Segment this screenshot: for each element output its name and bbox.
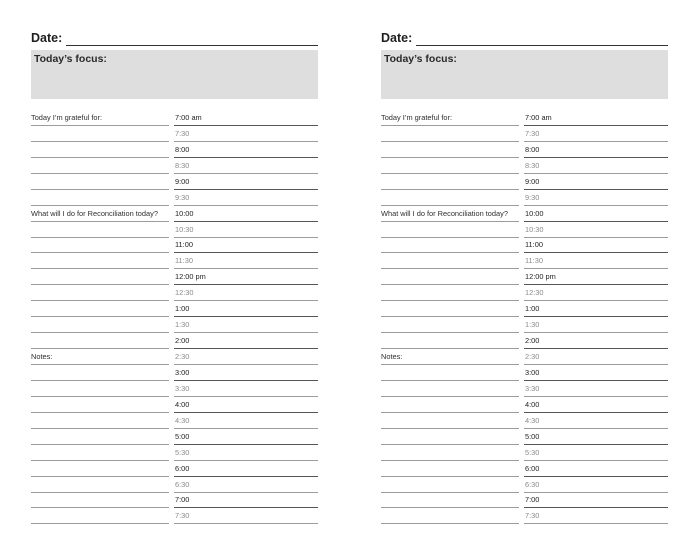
time-slot-row[interactable]: [524, 285, 668, 301]
time-label: 4:00: [175, 399, 190, 409]
time-slot-row[interactable]: [524, 222, 668, 238]
time-slot-row[interactable]: [524, 365, 668, 381]
time-slot-row[interactable]: [174, 365, 318, 381]
time-slot-row[interactable]: [524, 317, 668, 333]
time-label: 6:00: [525, 463, 540, 473]
focus-label: Today’s focus:: [34, 53, 107, 65]
time-label: 6:30: [175, 479, 190, 489]
time-slot-row[interactable]: [524, 429, 668, 445]
time-label: 1:00: [175, 304, 190, 314]
writing-line[interactable]: [31, 365, 169, 381]
prompt-row[interactable]: [381, 349, 519, 365]
time-label: 2:30: [525, 352, 540, 361]
time-slot-row[interactable]: [174, 508, 318, 524]
time-label: 8:30: [175, 160, 190, 170]
time-label: 2:30: [175, 352, 190, 361]
writing-line[interactable]: [381, 174, 519, 190]
time-label: 9:30: [525, 192, 540, 202]
reconciliation-prompt: What will I do for Reconciliation today?: [381, 208, 508, 218]
notes-label: Notes:: [381, 352, 403, 361]
writing-line[interactable]: [381, 365, 519, 381]
time-slot-row[interactable]: [174, 301, 318, 317]
time-slot-row[interactable]: [524, 508, 668, 524]
time-slot-row[interactable]: [174, 158, 318, 174]
writing-line[interactable]: [381, 461, 519, 477]
writing-line[interactable]: [381, 285, 519, 301]
notes-label: Notes:: [31, 352, 53, 361]
writing-line[interactable]: [31, 269, 169, 285]
writing-line[interactable]: [31, 508, 169, 524]
time-label: 5:00: [175, 431, 190, 441]
time-slot-row[interactable]: [174, 397, 318, 413]
writing-line[interactable]: [31, 333, 169, 349]
writing-line[interactable]: [381, 269, 519, 285]
writing-line[interactable]: [31, 381, 169, 397]
time-slot-row[interactable]: [524, 477, 668, 493]
schedule-column: [174, 110, 318, 524]
time-slot-row[interactable]: [524, 269, 668, 285]
writing-line[interactable]: [381, 397, 519, 413]
time-slot-row[interactable]: [174, 493, 318, 509]
time-slot-row[interactable]: [174, 429, 318, 445]
schedule-column: [524, 110, 668, 524]
time-label: 1:30: [175, 320, 190, 330]
time-label: 9:00: [175, 176, 190, 186]
time-label: 7:00: [525, 495, 540, 505]
time-label: 3:30: [525, 383, 540, 393]
time-slot-row[interactable]: [174, 142, 318, 158]
time-slot-row[interactable]: [174, 110, 318, 126]
time-slot-row[interactable]: [524, 238, 668, 254]
time-slot-row[interactable]: [524, 142, 668, 158]
writing-line[interactable]: [381, 253, 519, 269]
time-slot-row[interactable]: [174, 238, 318, 254]
time-label: 5:30: [175, 447, 190, 457]
writing-line[interactable]: [31, 445, 169, 461]
time-slot-row[interactable]: [524, 381, 668, 397]
writing-line[interactable]: [31, 413, 169, 429]
prompt-row[interactable]: [31, 349, 169, 365]
prompt-row[interactable]: [381, 206, 519, 222]
time-label: 8:00: [525, 144, 540, 154]
date-label: Date:: [31, 31, 63, 45]
time-label: 9:00: [525, 176, 540, 186]
writing-line[interactable]: [381, 190, 519, 206]
time-label: 2:00: [525, 336, 540, 346]
time-slot-row[interactable]: [524, 493, 668, 509]
time-slot-row[interactable]: [524, 190, 668, 206]
time-slot-row[interactable]: [174, 413, 318, 429]
writing-line[interactable]: [31, 429, 169, 445]
time-slot-row[interactable]: [174, 269, 318, 285]
writing-line[interactable]: [31, 238, 169, 254]
time-slot-row[interactable]: [174, 222, 318, 238]
time-slot-row[interactable]: [174, 206, 318, 222]
time-label: 8:00: [175, 144, 190, 154]
focus-label: Today’s focus:: [384, 53, 457, 65]
time-label: 7:30: [175, 511, 190, 521]
writing-line[interactable]: [381, 126, 519, 142]
time-label: 10:00: [525, 208, 544, 218]
time-label: 4:30: [175, 415, 190, 425]
writing-line[interactable]: [381, 445, 519, 461]
time-slot-row[interactable]: [524, 413, 668, 429]
time-slot-row[interactable]: [524, 174, 668, 190]
time-label: 10:00: [175, 208, 194, 218]
time-label: 11:00: [175, 240, 193, 250]
time-label: 10:30: [525, 224, 544, 234]
writing-line[interactable]: [381, 142, 519, 158]
time-label: 1:00: [525, 304, 540, 314]
time-slot-row[interactable]: [174, 174, 318, 190]
time-slot-row[interactable]: [524, 206, 668, 222]
writing-line[interactable]: [381, 429, 519, 445]
time-slot-row[interactable]: [174, 126, 318, 142]
date-input-line[interactable]: [66, 32, 318, 46]
time-label: 6:30: [525, 479, 540, 489]
writing-line[interactable]: [31, 158, 169, 174]
writing-line[interactable]: [31, 397, 169, 413]
time-label: 5:30: [525, 447, 540, 457]
time-label: 3:00: [525, 367, 540, 377]
planner-page-left: [31, 0, 318, 541]
time-label: 3:30: [175, 383, 190, 393]
reconciliation-prompt: What will I do for Reconciliation today?: [31, 208, 158, 218]
date-label: Date:: [381, 31, 413, 45]
time-slot-row[interactable]: [174, 333, 318, 349]
time-slot-row[interactable]: [524, 301, 668, 317]
writing-line[interactable]: [31, 461, 169, 477]
time-slot-row[interactable]: [174, 461, 318, 477]
time-slot-row[interactable]: [174, 349, 318, 365]
time-label: 7:00 am: [175, 112, 202, 122]
time-label: 1:30: [525, 320, 540, 330]
time-slot-row[interactable]: [174, 445, 318, 461]
prompt-column: [381, 110, 519, 524]
prompt-row[interactable]: [31, 110, 169, 126]
time-label: 7:30: [175, 128, 190, 138]
writing-line[interactable]: [381, 413, 519, 429]
writing-line[interactable]: [31, 253, 169, 269]
writing-line[interactable]: [31, 301, 169, 317]
writing-line[interactable]: [31, 285, 169, 301]
time-slot-row[interactable]: [174, 381, 318, 397]
writing-line[interactable]: [381, 158, 519, 174]
writing-line[interactable]: [381, 238, 519, 254]
writing-line[interactable]: [31, 174, 169, 190]
time-slot-row[interactable]: [174, 317, 318, 333]
prompt-row[interactable]: [381, 110, 519, 126]
time-slot-row[interactable]: [524, 445, 668, 461]
time-label: 9:30: [175, 192, 190, 202]
time-label: 7:30: [525, 128, 540, 138]
writing-line[interactable]: [381, 333, 519, 349]
time-label: 11:30: [525, 256, 543, 266]
writing-line[interactable]: [31, 317, 169, 333]
writing-line[interactable]: [381, 317, 519, 333]
time-slot-row[interactable]: [524, 110, 668, 126]
planner-page-right: [381, 0, 668, 541]
grateful-prompt: Today I’m grateful for:: [31, 112, 103, 122]
writing-line[interactable]: [31, 222, 169, 238]
time-slot-row[interactable]: [524, 461, 668, 477]
writing-line[interactable]: [31, 190, 169, 206]
time-slot-row[interactable]: [524, 158, 668, 174]
writing-line[interactable]: [31, 126, 169, 142]
time-slot-row[interactable]: [524, 397, 668, 413]
writing-line[interactable]: [381, 301, 519, 317]
time-label: 11:30: [175, 256, 193, 266]
time-slot-row[interactable]: [524, 349, 668, 365]
date-row: [31, 30, 318, 46]
writing-line[interactable]: [31, 477, 169, 493]
time-label: 12:30: [525, 288, 544, 298]
time-label: 11:00: [525, 240, 543, 250]
time-label: 7:30: [525, 511, 540, 521]
focus-box[interactable]: [31, 50, 318, 99]
writing-line[interactable]: [31, 493, 169, 509]
date-row: [381, 30, 668, 46]
time-label: 7:00 am: [525, 112, 552, 122]
prompt-row[interactable]: [31, 206, 169, 222]
writing-line[interactable]: [381, 222, 519, 238]
time-slot-row[interactable]: [524, 253, 668, 269]
time-label: 5:00: [525, 431, 540, 441]
writing-line[interactable]: [381, 477, 519, 493]
time-slot-row[interactable]: [174, 285, 318, 301]
writing-line[interactable]: [381, 493, 519, 509]
time-label: 4:30: [525, 415, 540, 425]
time-label: 3:00: [175, 367, 190, 377]
writing-line[interactable]: [31, 142, 169, 158]
time-slot-row[interactable]: [174, 253, 318, 269]
time-label: 6:00: [175, 463, 190, 473]
time-slot-row[interactable]: [524, 126, 668, 142]
time-label: 8:30: [525, 160, 540, 170]
time-slot-row[interactable]: [174, 477, 318, 493]
time-label: 12:30: [175, 288, 194, 298]
time-slot-row[interactable]: [524, 333, 668, 349]
writing-line[interactable]: [381, 508, 519, 524]
time-label: 12:00 pm: [175, 272, 206, 282]
prompt-column: [31, 110, 169, 524]
time-label: 4:00: [525, 399, 540, 409]
time-label: 2:00: [175, 336, 190, 346]
time-slot-row[interactable]: [174, 190, 318, 206]
time-label: 7:00: [175, 495, 190, 505]
time-label: 12:00 pm: [525, 272, 556, 282]
grateful-prompt: Today I’m grateful for:: [381, 112, 453, 122]
writing-line[interactable]: [381, 381, 519, 397]
time-label: 10:30: [175, 224, 194, 234]
date-input-line[interactable]: [416, 32, 668, 46]
focus-box[interactable]: [381, 50, 668, 99]
